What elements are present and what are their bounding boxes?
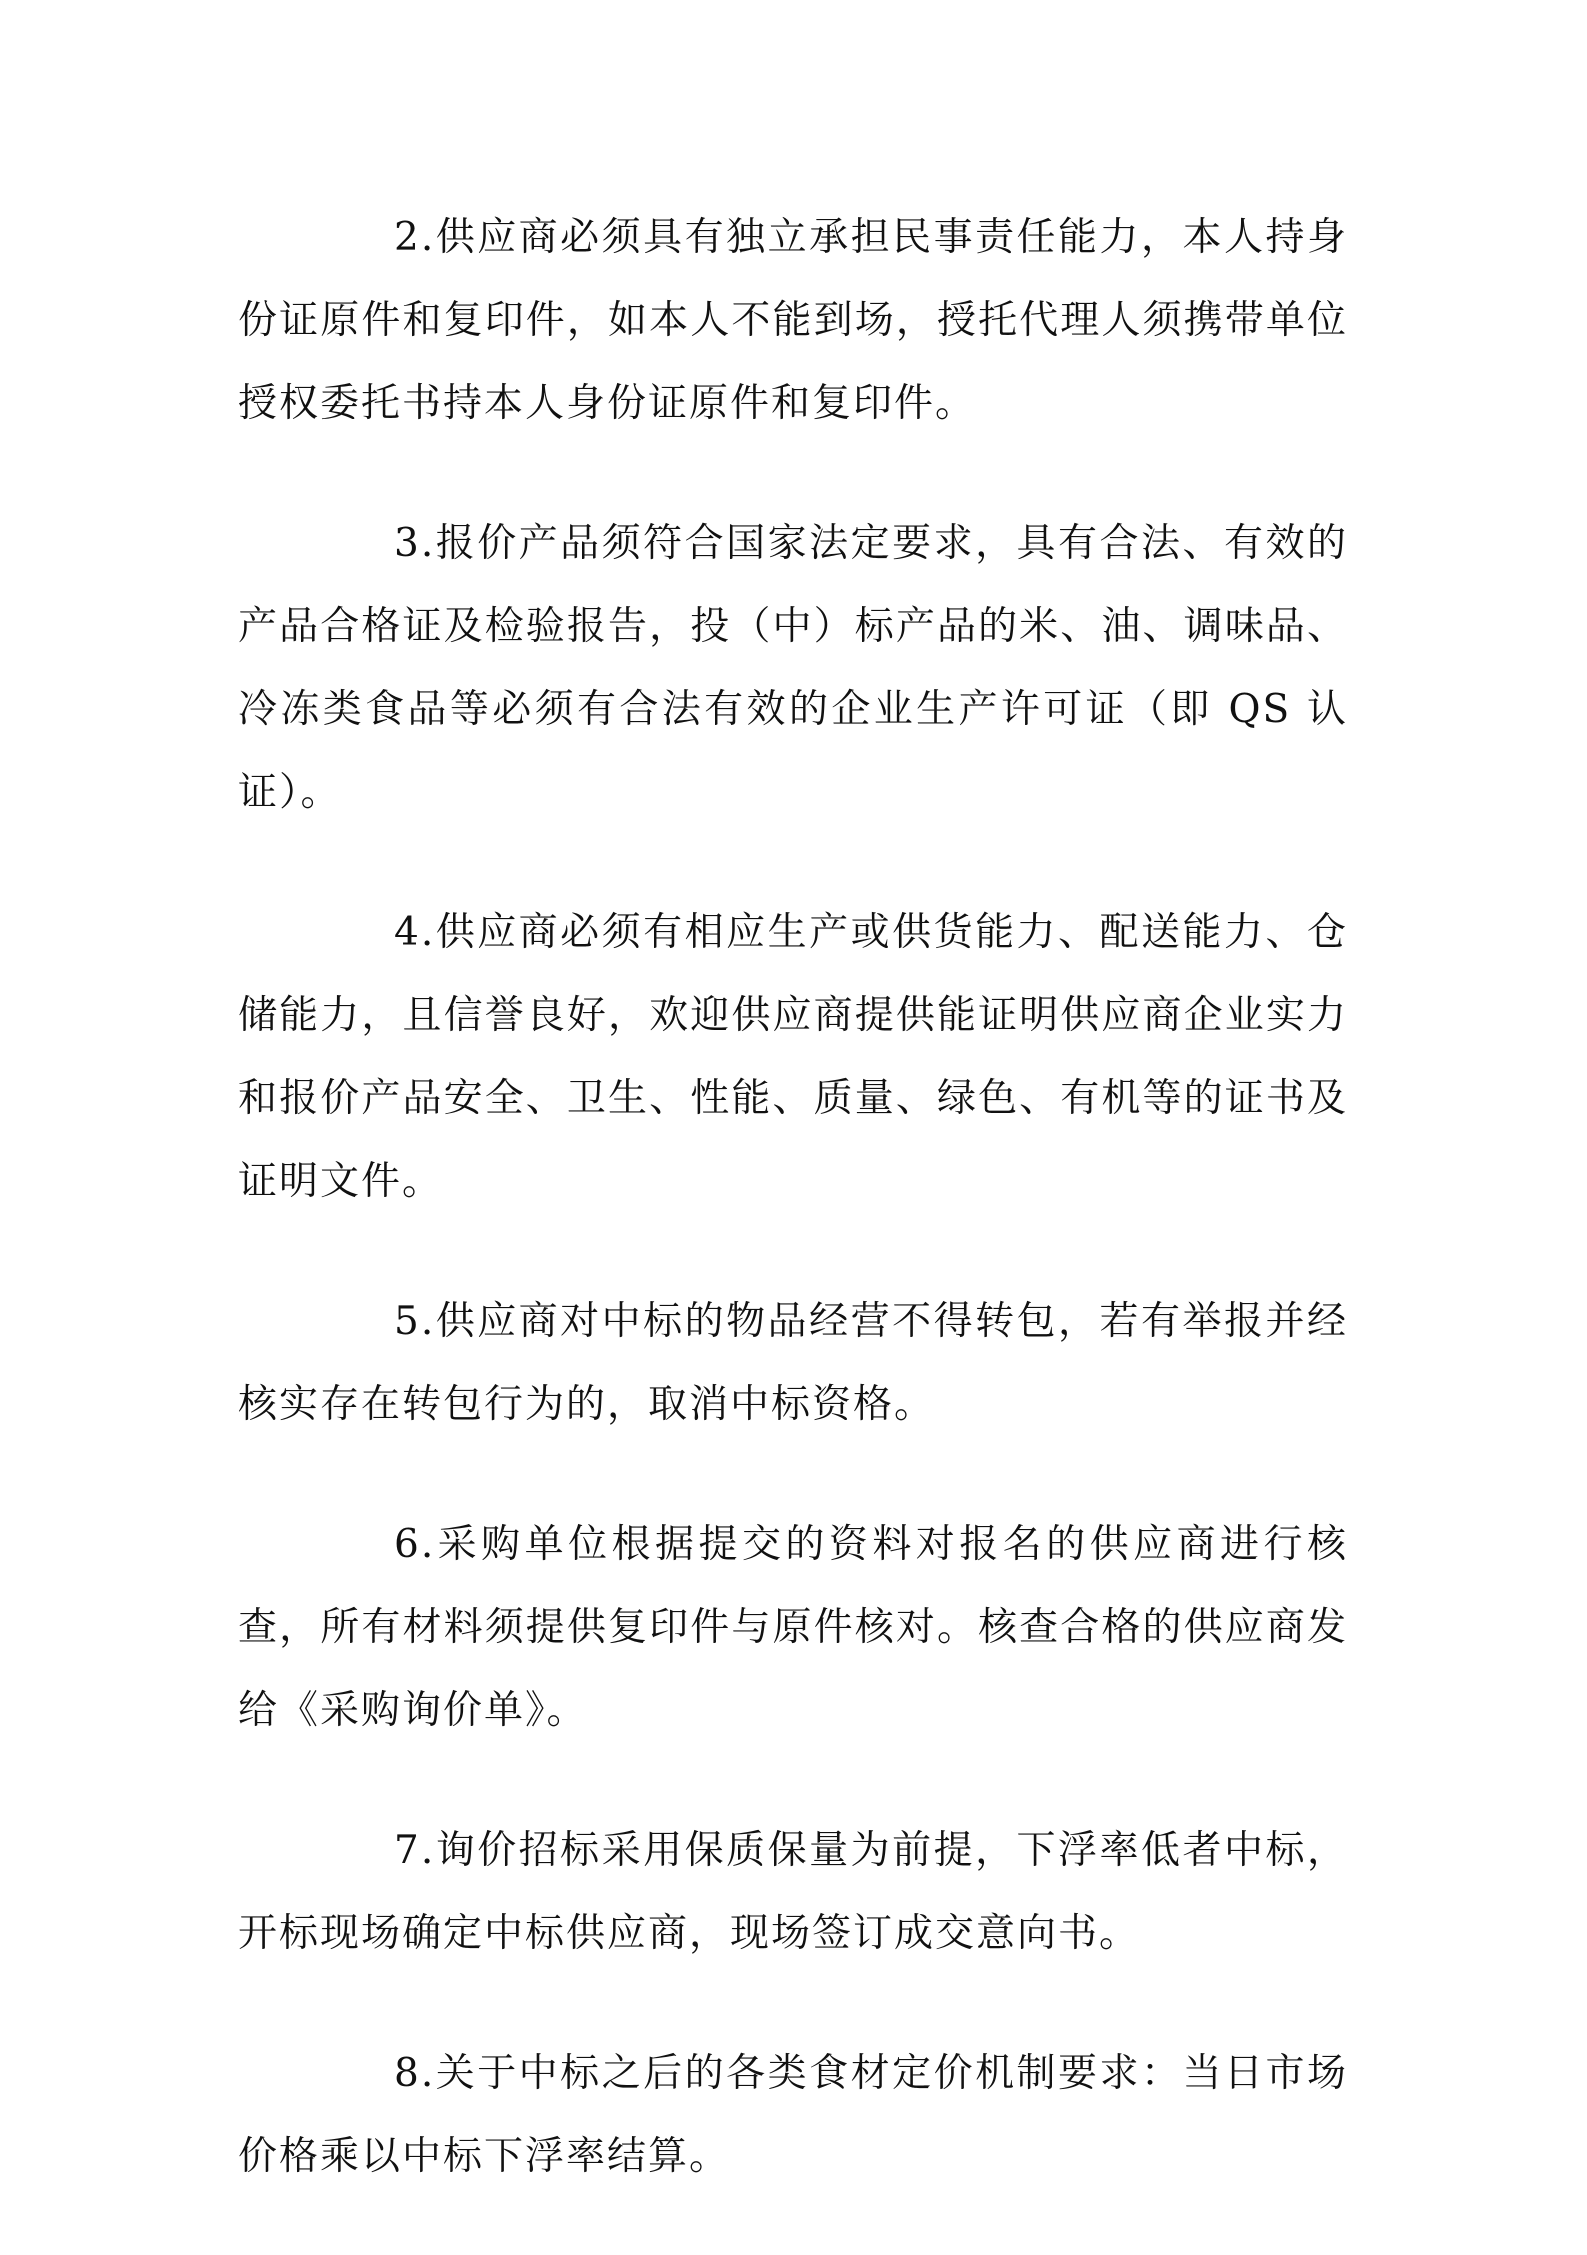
item-number: 5. [394, 1299, 436, 1344]
item-number: 6. [394, 1522, 436, 1567]
list-item [238, 196, 1348, 445]
item-number: 4. [394, 910, 436, 955]
document-body [238, 196, 1348, 2255]
list-item [238, 891, 1348, 1223]
item-text: 供应商必须有相应生产或供货能力、配送能力、仓储能力，且信誉良好，欢迎供应商提供能证明供应商企业实力和报价产品安全、卫生、性能、质量、绿色、有机等的证书及证明文件。 [238, 910, 1348, 1204]
item-text: 供应商必须具有独立承担民事责任能力，本人持身份证原件和复印件，如本人不能到场，授托代理人须携带单位授权委托书持本人身份证原件和复印件。 [238, 215, 1348, 426]
list-item [238, 502, 1348, 834]
list-item [238, 1809, 1348, 1975]
list-item [238, 1280, 1348, 1446]
item-number: 3. [394, 521, 436, 566]
list-item [238, 1503, 1348, 1752]
item-number: 7. [394, 1828, 436, 1873]
list-item [238, 2032, 1348, 2198]
item-text: 关于中标之后的各类食材定价机制要求：当日市场价格乘以中标下浮率结算。 [238, 2051, 1348, 2179]
item-number: 8. [394, 2051, 436, 2096]
item-number: 2. [394, 215, 436, 260]
item-text: 询价招标采用保质保量为前提，下浮率低者中标，开标现场确定中标供应商，现场签订成交意向书。 [238, 1828, 1348, 1956]
item-text: 采购单位根据提交的资料对报名的供应商进行核查，所有材料须提供复印件与原件核对。核查合格的供应商发给《采购询价单》。 [238, 1522, 1348, 1733]
item-text: 供应商对中标的物品经营不得转包，若有举报并经核实存在转包行为的，取消中标资格。 [238, 1299, 1348, 1427]
item-text: 报价产品须符合国家法定要求，具有合法、有效的产品合格证及检验报告，投（中）标产品的米、油、调味品、冷冻类食品等必须有合法有效的企业生产许可证（即 QS 认证）。 [238, 521, 1348, 815]
